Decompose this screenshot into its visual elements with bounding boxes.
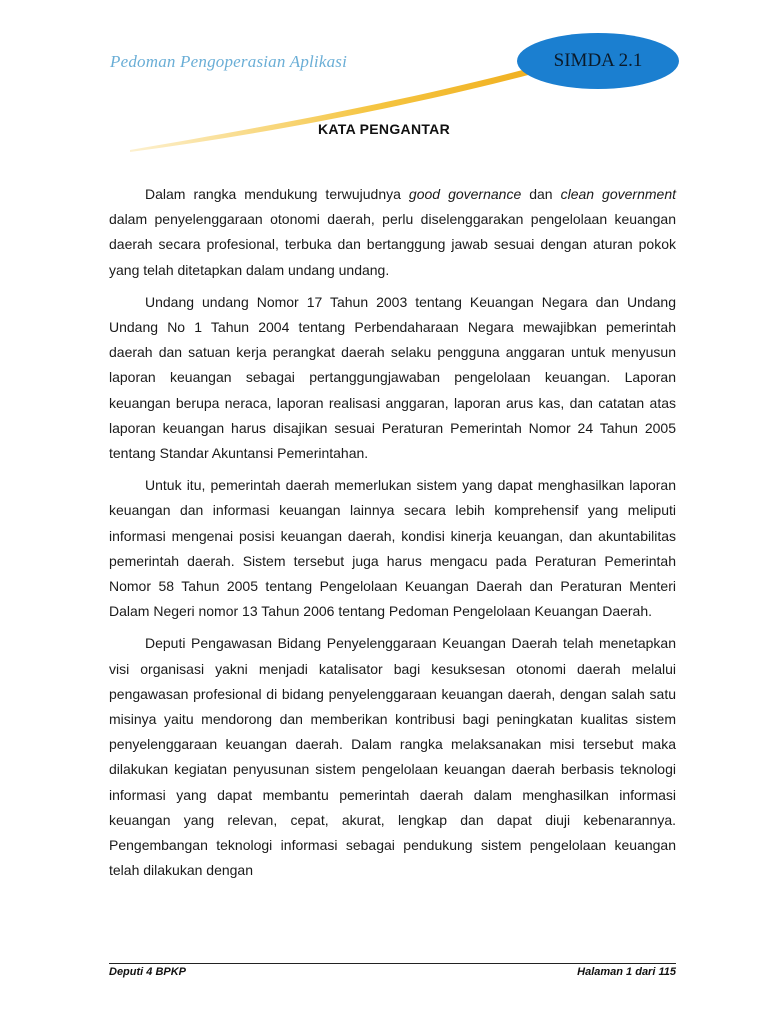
- paragraph-text: dalam penyelenggaraan otonomi daerah, perlu diselenggarakan pengelolaan keuangan daerah secara profesional, terbuka dan bertanggung jawab sesuai dengan aturan pokok yang telah ditetapkan dalam undang undang.: [109, 211, 676, 278]
- paragraph: [109, 290, 676, 466]
- document-heading: KATA PENGANTAR: [317, 121, 450, 137]
- emphasis-text: clean government: [560, 186, 676, 202]
- emphasis-text: good governance: [408, 186, 522, 202]
- paragraph: [109, 631, 676, 883]
- paragraph-text: Untuk itu, pemerintah daerah memerlukan sistem yang dapat menghasilkan laporan keuangan dan informasi keuangan lainnya secara lebih komprehensif yang meliputi informasi mengenai posisi keuangan daerah, kondisi kinerja keuangan, dan akuntabilitas pemerintah daerah. Sistem tersebut juga harus mengacu pada Peraturan Pemerintah Nomor 58 Tahun 2005 tentang Pengelolaan Keuangan Daerah dan Peraturan Menteri Dalam Negeri nomor 13 Tahun 2006 tentang Pedoman Pengelolaan Keuangan Daerah.: [109, 477, 676, 620]
- footer-organization: Deputi 4 BPKP: [109, 966, 187, 978]
- paragraph-text: Dalam rangka mendukung terwujudnya: [145, 186, 409, 202]
- paragraph: [109, 473, 676, 624]
- paragraph-text: dan: [521, 186, 561, 202]
- paragraph-text: Undang undang Nomor 17 Tahun 2003 tentang Keuangan Negara dan Undang Undang No 1 Tahun 2004 tentang Perbendaharaan Negara mewajibkan pemerintah daerah dan satuan kerja perangkat daerah selaku pengguna anggaran untuk menyusun laporan keuangan sebagai pertanggungjawaban pengelolaan keuangan. Laporan keuangan berupa neraca, laporan realisasi anggaran, laporan arus kas, dan catatan atas laporan keuangan harus disajikan sesuai Peraturan Pemerintah Nomor 24 Tahun 2005 tentang Standar Akuntansi Pemerintahan.: [109, 293, 676, 462]
- document-body: [109, 182, 676, 890]
- paragraph: [109, 182, 676, 283]
- version-badge-label: SIMDA 2.1: [553, 50, 643, 71]
- version-badge: [517, 33, 679, 89]
- footer-page-number: Halaman 1 dari 115: [577, 966, 676, 978]
- header-title: Pedoman Pengoperasian Aplikasi: [110, 52, 348, 71]
- paragraph-text: Deputi Pengawasan Bidang Penyelenggaraan Keuangan Daerah telah menetapkan visi organisasi yakni menjadi katalisator bagi kesuksesan otonomi daerah melalui pengawasan profesional di bidang penyelenggaraan keuangan daerah, dengan salah satu misinya yaitu mendorong dan memberikan kontribusi bagi peningkatan kualitas sistem penyelenggaraan keuangan daerah. Dalam rangka melaksanakan misi tersebut maka dilakukan kegiatan penyusunan sistem pengelolaan keuangan daerah berbasis teknologi informasi yang dapat membantu pemerintah daerah dalam menghasilkan informasi keuangan yang relevan, cepat, akurat, lengkap dan dapat diuji kebenarannya. Pengembangan teknologi informasi sebagai pendukung sistem pengelolaan keuangan telah dilakukan dengan: [109, 635, 676, 879]
- footer-divider: [109, 963, 676, 964]
